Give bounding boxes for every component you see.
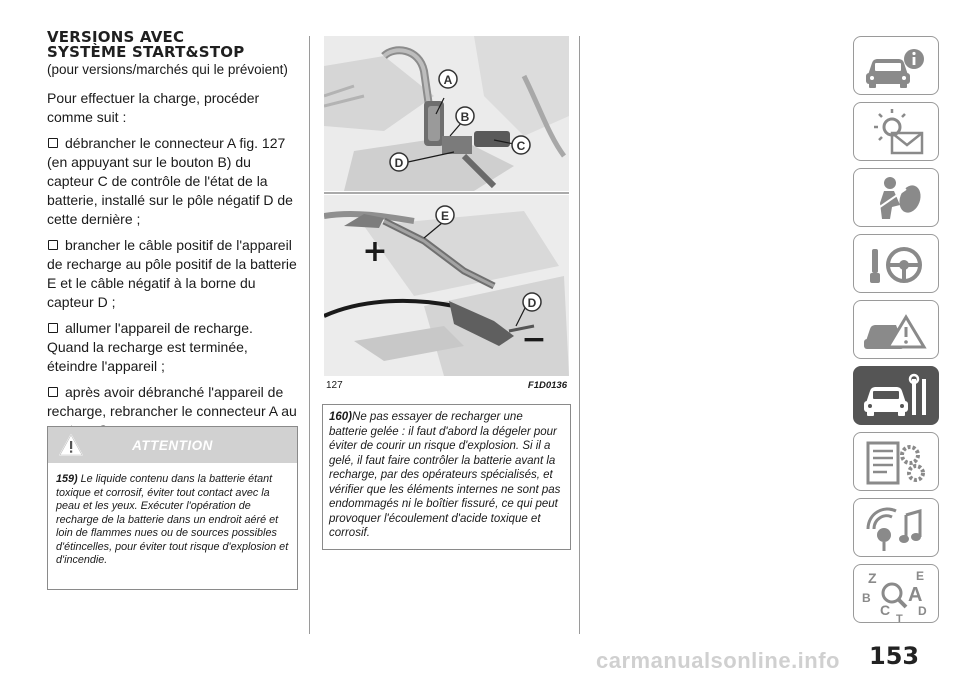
note-number: 160) (329, 411, 353, 423)
tab-driving[interactable] (853, 234, 939, 293)
battery-illustration (324, 36, 569, 376)
step-text: brancher le câble positif de l'appareil de recharge au pôle positif de la batterie E et le câble négatif à la borne du capteur D ; (47, 237, 297, 310)
callout-label-a (439, 70, 457, 88)
callout-label-d (390, 153, 408, 171)
step-item (47, 319, 297, 376)
callout-label-c (512, 136, 530, 154)
attention-text (48, 463, 297, 568)
tab-car-info[interactable] (853, 36, 939, 95)
attention-body: Le liquide contenu dans la batterie étant toxique et corrosif, éviter tout contact avec la peau et les yeux. Exécuter l'opération de recharge de la batterie dans un endroit aéré et loin de flammes nues ou de sources possibles d'étincelles, pour éviter tout risque d'explosion et d'incendie. (56, 473, 289, 566)
page-number: 153 (869, 642, 920, 670)
section-title-line1: VERSIONS AVEC (47, 28, 185, 46)
note-text (323, 405, 570, 541)
svg-text:D: D (394, 156, 404, 170)
callout-label-b (456, 107, 474, 125)
tab-index[interactable] (853, 564, 939, 623)
tab-emergency[interactable] (853, 300, 939, 359)
svg-text:D: D (918, 604, 927, 618)
car-info-icon (854, 37, 940, 96)
checkbox-bullet-icon (48, 240, 58, 250)
svg-text:C: C (880, 602, 891, 618)
column-divider (309, 36, 310, 634)
svg-text:A: A (443, 73, 453, 87)
svg-text:E: E (440, 209, 450, 223)
minus-sign: − (521, 322, 547, 357)
svg-text:C: C (516, 139, 526, 153)
svg-text:B: B (862, 591, 871, 605)
svg-text:T: T (896, 613, 903, 624)
intro-paragraph: Pour effectuer la charge, procéder comme suit : (47, 90, 260, 125)
index-icon (854, 565, 940, 624)
step-text: débrancher le connecteur A fig. 127 (en appuyant sur le bouton B) du capteur C de contrôle de l'état de la batterie, installé sur le pôle négatif D de cette dernière ; (47, 135, 293, 227)
figure-number: 127 (326, 380, 343, 391)
safety-airbag-icon (854, 169, 940, 228)
emergency-icon (854, 301, 940, 360)
tab-dashboard-lights[interactable] (853, 102, 939, 161)
column-divider (579, 36, 580, 634)
watermark: carmanualsonline.info (596, 648, 840, 673)
callout-label-e (436, 206, 454, 224)
car-maintenance-icon (854, 367, 940, 426)
svg-text:Z: Z (868, 570, 877, 586)
tab-multimedia[interactable] (853, 498, 939, 557)
tab-safety[interactable] (853, 168, 939, 227)
multimedia-icon (854, 499, 940, 558)
tab-technical-data[interactable] (853, 432, 939, 491)
attention-number: 159) (56, 473, 78, 485)
figure-code: F1D0136 (527, 380, 567, 391)
step-text: après avoir débranché l'appareil de recharge, rebrancher le connecteur A au (47, 384, 297, 419)
dashboard-lights-icon (854, 103, 940, 162)
step-text: allumer l'appareil de recharge. Quand la recharge est terminée, éteindre l'appareil ; (47, 320, 253, 374)
svg-text:E: E (916, 569, 925, 583)
svg-text:B: B (460, 110, 470, 124)
warning-note (322, 404, 571, 550)
connector-detail-photo (324, 36, 569, 191)
attention-title: ATTENTION (132, 438, 213, 453)
svg-text:D: D (527, 296, 537, 310)
attention-box (47, 426, 298, 590)
attention-header (48, 427, 297, 463)
svg-text:A: A (908, 584, 923, 606)
tab-maintenance[interactable] (853, 366, 939, 425)
figure-caption (324, 380, 569, 394)
steering-wheel-key-icon (854, 235, 940, 294)
callout-label-d2 (523, 293, 541, 311)
figure-127 (324, 36, 569, 376)
checkbox-bullet-icon (48, 323, 58, 333)
checkbox-bullet-icon (48, 138, 58, 148)
step-item (47, 236, 297, 312)
left-column (47, 30, 297, 440)
section-subtitle: (pour versions/marchés qui le prévoient) (47, 62, 288, 77)
note-body: Ne pas essayer de recharger une batterie gelée : il faut d'abord la dégeler pour éviter de courir un risque d'explosion. Si il a gelé, il faut faire contrôler la batterie avant la recharge, par des opérateurs spécialisés, et vérifier que les éléments internes ne sont pas endommagés ni le boîtier fissuré, ce qui peut provoquer l'écoulement d'acide toxique et corrosif. (329, 411, 561, 539)
charger-connection-photo (324, 195, 569, 376)
step-item (47, 134, 297, 229)
plus-sign: + (362, 234, 388, 269)
technical-data-icon (854, 433, 940, 492)
section-title-line2: SYSTÈME START&STOP (47, 43, 245, 61)
checkbox-bullet-icon (48, 387, 58, 397)
